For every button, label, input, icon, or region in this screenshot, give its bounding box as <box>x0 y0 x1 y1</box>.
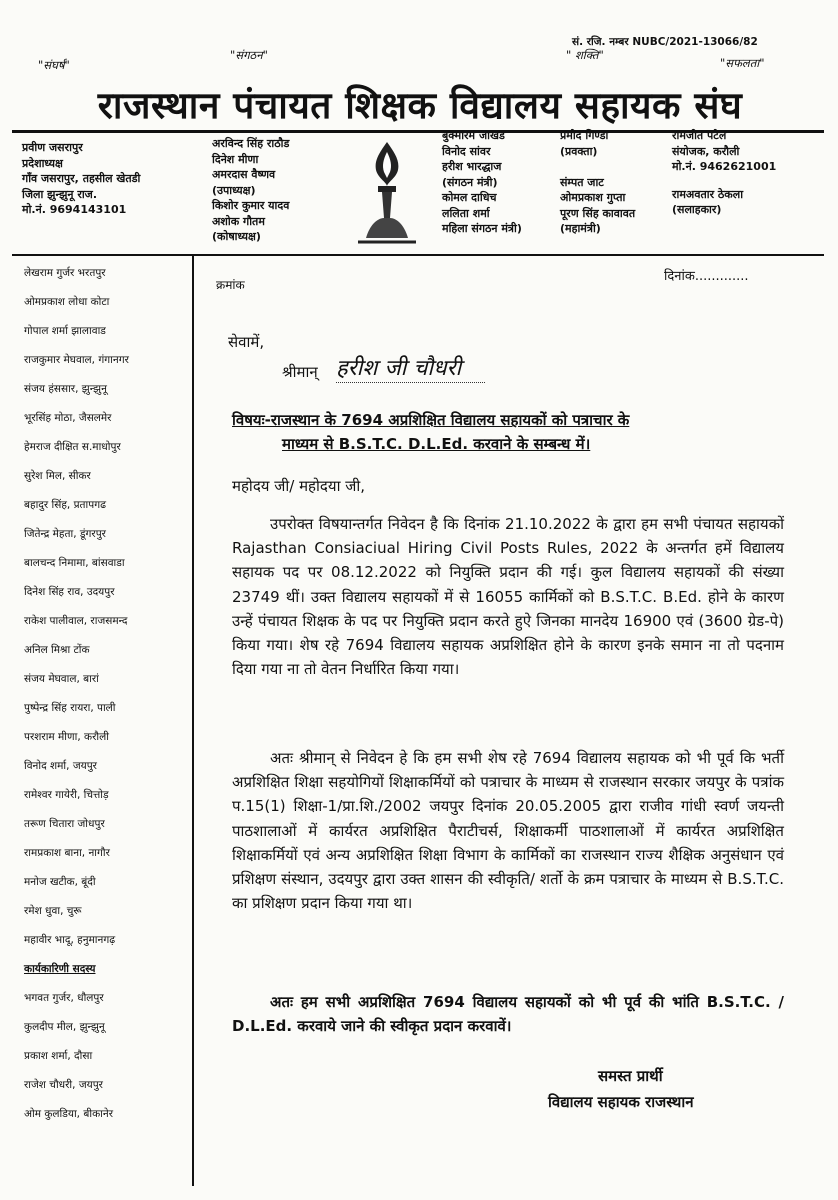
list-item: गोपाल शर्मा झालावाड <box>24 325 106 337</box>
executive-members-heading: कार्यकारिणी सदस्य <box>24 963 96 975</box>
list-item: रमेश धुवा, चुरू <box>24 905 82 917</box>
sidebar-divider <box>192 256 194 1186</box>
list-item: संजय मेघवाल, बारां <box>24 673 99 685</box>
list-item: हेमराज दीक्षित स.माधोपुर <box>24 441 121 453</box>
district-members-list <box>24 266 190 1120</box>
subject-line-1: विषयः-राजस्थान के 7694 अप्रशिक्षित विद्यालय सहायकों को पत्राचार के <box>232 411 630 429</box>
list-item: पुष्पेन्द्र सिंह रायरा, पाली <box>24 702 116 714</box>
office-bearers-col-1: प्रवीण जसरापुर प्रदेशाध्यक्ष गाँव जसरापुर, तहसील खेतडी जिला झुन्झुनू राज. मो.नं. 9694143101 <box>22 141 141 216</box>
list-item: राकेश पालीवाल, राजसमन्द <box>24 615 128 627</box>
header-bottom-rule <box>12 254 824 256</box>
list-item: बहादुर सिंह, प्रतापगढ <box>24 499 107 511</box>
list-item: मनोज खटीक, बूंदी <box>24 876 96 888</box>
list-item: भगवत गुर्जर, धौलपुर <box>24 992 104 1004</box>
paragraph-3: अतः हम सभी अप्रशिक्षित 7694 विद्यालय सहायकों को भी पूर्व की भांति B.S.T.C. / D.L.Ed. करवाये जाने की स्वीकृत प्रदान करवावें। <box>232 993 784 1036</box>
greeting: महोदय जी/ महोदया जी, <box>232 477 366 495</box>
office-bearers-col-2: अरविन्द सिंह राठौड दिनेश मीणा अमरदास वैष्णव (उपाध्यक्ष) किशोर कुमार यादव अशोक गौतम (कोषाध्यक्ष) <box>212 137 290 243</box>
list-item: संजय हंससार, झुन्झुनू <box>24 383 107 395</box>
date-label: दिनांक............. <box>664 269 749 284</box>
list-item: जितेन्द्र मेहता, डूंगरपुर <box>24 528 106 540</box>
salutation-sevame: सेवामें, <box>228 333 265 351</box>
list-item: बालचन्द निमामा, बांसवाडा <box>24 557 125 569</box>
list-item: रामप्रकाश बाना, नागौर <box>24 847 110 859</box>
motto-sangathan: "संगठन" <box>230 48 268 62</box>
list-item: प्रकाश शर्मा, दौसा <box>24 1050 93 1062</box>
reference-number-label: क्रमांक <box>216 278 245 292</box>
office-bearers-col-3: बुक्मारम जाखड विनोद सांवर हरीश भारद्धाज (संगठन मंत्री) कोमल दाधिच ललिता शर्मा महिला संगठन मंत्री) <box>442 129 522 235</box>
shriman-label: श्रीमान् <box>282 363 318 381</box>
signature-line-1: समस्त प्रार्थी <box>598 1067 663 1085</box>
list-item: तरूण चितारा जोधपुर <box>24 818 105 830</box>
subject-line-2: माध्यम से B.S.T.C. D.L.Ed. करवाने के सम्बन्ध में। <box>282 435 591 453</box>
signature-line-2: विद्यालय सहायक राजस्थान <box>548 1093 694 1111</box>
office-bearers-col-4: प्रमोद गिण्डा (प्रवक्ता) संम्पत जाट ओमप्रकाश गुप्ता पूरण सिंह कावावत (महामंत्री) <box>560 129 636 235</box>
motto-sangharsh: "संघर्ष" <box>38 58 70 72</box>
list-item: दिनेश सिंह राव, उदयपुर <box>24 586 115 598</box>
list-item: भूरसिंह मोठा, जैसलमेर <box>24 412 112 424</box>
motto-shakti: " शक्ति" <box>566 48 604 62</box>
list-item: लेखराम गुर्जर भरतपुर <box>24 267 106 279</box>
list-item: राजेश चौधरी, जयपुर <box>24 1079 103 1091</box>
paragraph-2: अतः श्रीमान् से निवेदन हे कि हम सभी शेष रहे 7694 विद्यालय सहायक को भी पूर्व कि भर्ती अप्रशिक्षित शिक्षा सहयोगियों शिक्षाकर्मियों को पत्राचार के माध्यम से राजस्थान सरकार जयपुर के पत्रांक प.15(1) शिक्षा-1/प्रा.शि./2002 जयपुर दिनांक 20.05.2005 द्वारा राजीव गांधी स्वर्ण जयन्ती पाठशालाओं में कार्यरत अप्रशिक्षित पैराटीचर्स, शिक्षाकर्मी पाठशालाओं में कार्यरत अप्रशिक्षित शिक्षाकर्मियों एवं अन्य अप्रशिक्षित शिक्षा विभाग के कार्मिकों का राजस्थान राज्य शैक्षिक अनुसंधान एवं प्रशिक्षण संस्थान, उदयपुर द्वारा उक्त शासन की स्वीकृति/ शर्तो के क्रम पत्राचार के माध्यम से B.S.T.C. का प्रशिक्षण प्रदान किया गया था। <box>232 749 784 913</box>
organization-name: राजस्थान पंचायत शिक्षक विद्यालय सहायक संघ <box>97 84 743 127</box>
list-item: विनोद शर्मा, जयपुर <box>24 760 97 772</box>
addressee-name: हरीश जी चौधरी <box>336 352 485 383</box>
paragraph-1: उपरोक्त विषयान्तर्गत निवेदन है कि दिनांक 21.10.2022 के द्वारा हम सभी पंचायत सहायकों Rajasthan Consiaciual Hiring Civil Posts Rules, 2022 के अन्तर्गत हमें विद्यालय सहायक पद पर 08.12.2022 को नियुक्ति प्रदान की गई। कुल विद्यालय सहायकों की संख्या 23749 थीं। उक्त विद्यालय सहायकों में से 16055 कार्मिकों को B.S.T.C. B.Ed. होने के कारण उन्हें पंचायत शिक्षक के पद पर नियुक्ति प्रदान करते हुऐ जिनका मानदेय 16900 एवं (3600 ग्रेड-पे) किया गया। शेष रहे 7694 विद्यालय सहायक अप्रशिक्षित होने के कारण इनके समान ना तो पदनाम दिया गया ना तो वेतन निर्धारित किया गया। <box>232 515 784 679</box>
motto-safalta: "सफलता" <box>720 56 765 70</box>
list-item: सुरेश मिल, सीकर <box>24 470 91 482</box>
torch-emblem-icon <box>352 138 422 248</box>
list-item: कुलदीप मील, झुन्झुनू <box>24 1021 105 1033</box>
office-bearers-col-5: रामजीत पटेल संयोजक, करौली मो.नं. 9462621001 रामअवतार ठेकला (सलाहकार) <box>672 129 777 216</box>
list-item: महावीर भादू, हनुमानगढ़ <box>24 934 116 946</box>
list-item: रामेश्वर गायेरी, चित्तोड़ <box>24 789 109 801</box>
list-item: राजकुमार मेघवाल, गंगानगर <box>24 354 129 366</box>
list-item: परशराम मीणा, करौली <box>24 731 109 743</box>
registration-number: सं. रजि. नम्बर NUBC/2021-13066/82 <box>572 36 758 48</box>
list-item: ओम कुलडिया, बीकानेर <box>24 1108 113 1120</box>
list-item: अनिल मिश्रा टोंक <box>24 644 90 656</box>
subject <box>232 408 792 456</box>
list-item: ओमप्रकाश लोधा कोटा <box>24 296 110 308</box>
